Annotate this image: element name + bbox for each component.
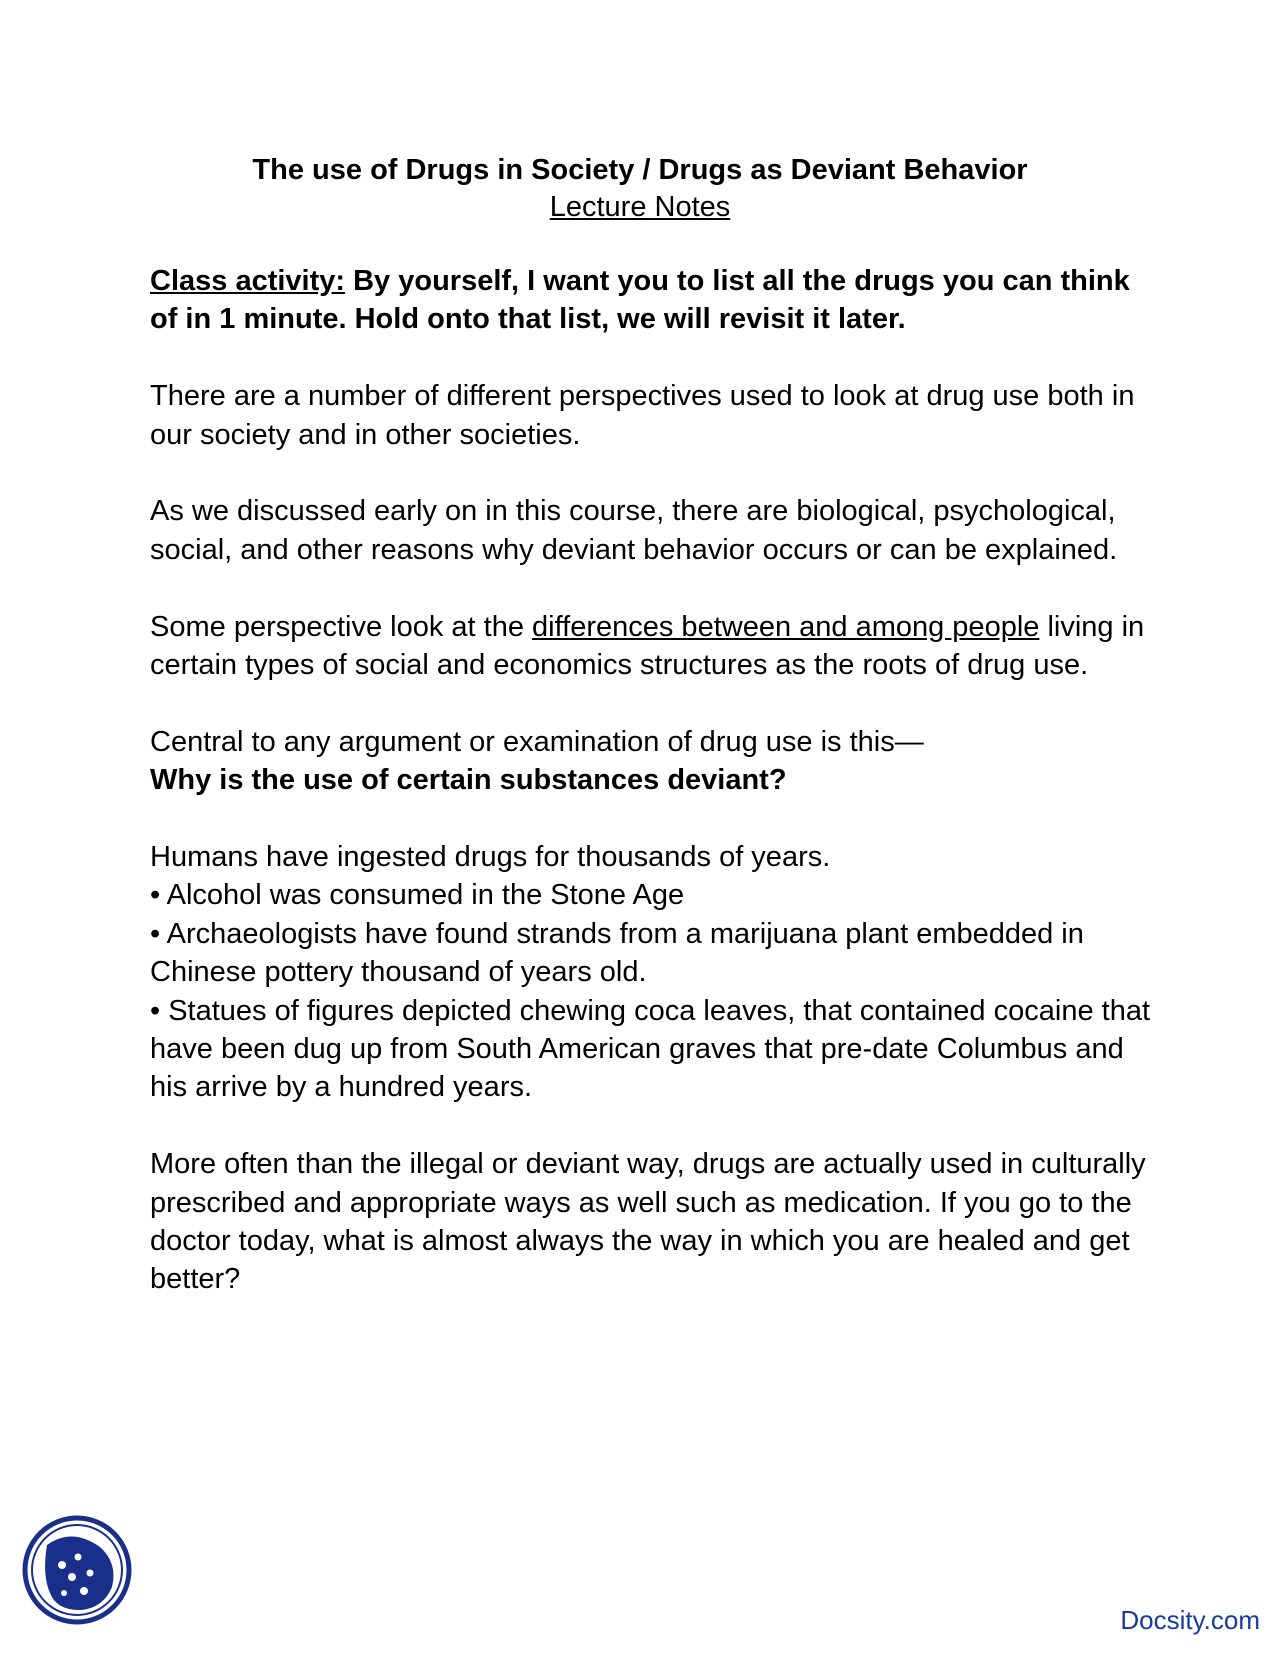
class-activity-text: By yourself, I want you to list all the drugs you can think of in 1 minute. Hold onto that list, we will revisit it later.: [150, 265, 1130, 336]
paragraph-differences: [150, 608, 1160, 685]
central-question-bold: Why is the use of certain substances deviant?: [150, 764, 787, 797]
paragraph-history: [150, 838, 1160, 1107]
history-intro: Humans have ingested drugs for thousands of years.: [150, 841, 831, 874]
document-subtitle: Lecture Notes: [549, 191, 731, 223]
history-bullet: • Statues of figures depicted chewing coca leaves, that contained cocaine that have been dug up from South American graves that pre-date Columbus and his arrive by a hundred years.: [150, 994, 1151, 1104]
history-bullet: • Archaeologists have found strands from a marijuana plant embedded in Chinese pottery thousand of years old.: [150, 917, 1084, 989]
history-bullet: • Alcohol was consumed in the Stone Age: [150, 879, 685, 912]
central-question-intro: Central to any argument or examination of drug use is this—: [150, 725, 924, 758]
paragraph-perspectives: There are a number of different perspectives used to look at drug use both in our society and in other societies.: [150, 380, 1135, 451]
paragraph-differences-post: living in certain types of social and economics structures as the roots of drug use.: [150, 610, 1145, 682]
document-body: [150, 262, 1160, 1337]
class-activity-label: Class activity:: [150, 265, 346, 297]
docsity-brand-text: Docsity.com: [1120, 1605, 1260, 1635]
document-title: The use of Drugs in Society / Drugs as Deviant Behavior: [252, 154, 1028, 186]
paragraph-reasons: As we discussed early on in this course, there are biological, psychological, social, and other reasons why deviant behavior occurs or can be explained.: [150, 495, 1118, 566]
class-activity-paragraph: [150, 262, 1160, 339]
paragraph-central-question: [150, 723, 1160, 800]
docsity-logo-icon: [22, 1515, 132, 1625]
paragraph-differences-pre: Some perspective look at the: [150, 610, 533, 643]
differences-underlined-phrase: differences between and among people: [532, 610, 1040, 643]
paragraph-medication: More often than the illegal or deviant way, drugs are actually used in culturally prescribed and appropriate ways as well such as medication. If you go to the doctor today, what is almost always the way in which you are healed and get better?: [150, 1148, 1146, 1296]
